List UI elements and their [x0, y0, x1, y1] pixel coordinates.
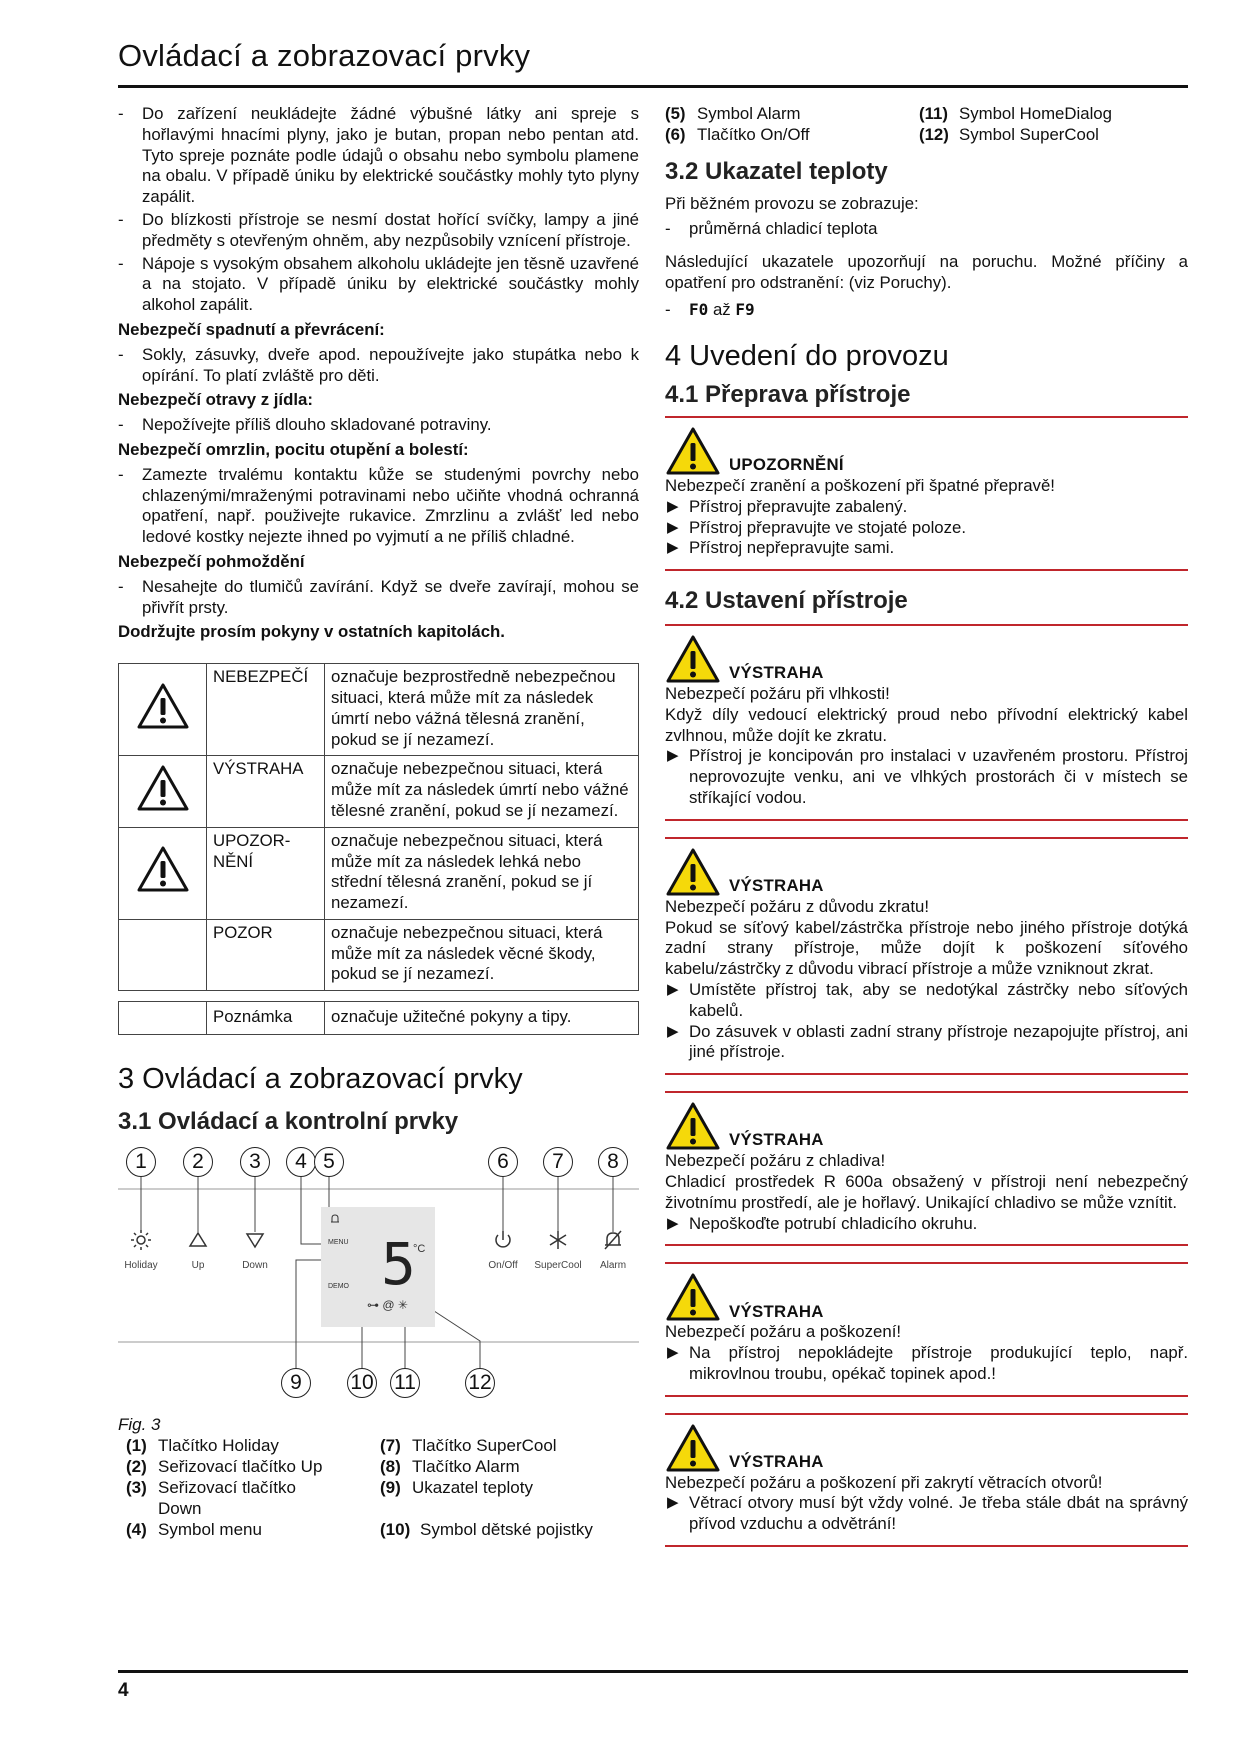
section-3-title: 3 Ovládací a zobrazovací prvky — [118, 1063, 523, 1096]
list-item: ▶ Větrací otvory musí být vždy volné. Je třeba stále dbát na správný přívod vzduchu a odvětrání! — [665, 1493, 1188, 1535]
table-cell-desc: označuje užitečné pokyny a tipy. — [325, 1002, 639, 1035]
list-item: - průměrná chladicí teplota — [665, 219, 1188, 240]
warning-head — [665, 845, 1188, 897]
page-title: Ovládací a zobrazovací prvky — [118, 38, 531, 73]
section-3-2-title: 3.2 Ukazatel teploty — [665, 157, 888, 185]
alarm-button[interactable] — [593, 1229, 633, 1278]
power-icon — [492, 1229, 514, 1251]
warning-text: Chladicí prostředek R 600a obsažený v přístroji není nebezpečný životnímu prostředí, ale je hořlavý. Unikající chladivo se může vznítit. — [665, 1171, 1188, 1212]
list-item: - Do zařízení neukládejte žádné výbušné látky ani spreje s hořlavými hnacími plyny, jako je butan, propan nebo pentan atd. Tyto spreje poznáte podle údajů o obsahu nebo symbolu plamene na obalu. V případě úniku by elektrické součástky mohly tyto plyny zapálit. — [118, 104, 639, 208]
legend-item: (2) Seřizovací tlačítko Up — [126, 1457, 323, 1477]
heading-bruise: Nebezpečí pohmoždění — [118, 551, 305, 571]
button-label: On/Off — [488, 1260, 518, 1272]
follow-note: Dodržujte prosím pokyny v ostatních kapitolách. — [118, 622, 505, 642]
figure-legend — [118, 1435, 639, 1545]
callout-5: 5 — [314, 1147, 344, 1177]
table-cell-icon — [119, 919, 207, 990]
warning-moisture — [665, 624, 1188, 821]
button-label: Down — [242, 1260, 268, 1272]
table-cell-word: NEBEZPEČÍ — [207, 664, 325, 756]
warning-head — [665, 424, 1188, 476]
table-cell-icon — [119, 664, 207, 756]
heading-frost: Nebezpečí omrzlin, pocitu otupění a bolestí: — [118, 439, 469, 459]
warning-triangle-icon — [665, 1101, 721, 1151]
footer-rule — [118, 1670, 1188, 1673]
list-item: - Do blízkosti přístroje se nesmí dostat hořící svíčky, lampy a jiné předměty s otevřeným ohněm, aby nezpůsobily vznícení přístroje. — [118, 210, 639, 252]
warning-short-circuit — [665, 837, 1188, 1075]
warning-heat — [665, 1262, 1188, 1396]
warning-text: Nebezpečí zranění a poškození při špatné přepravě! — [665, 475, 1055, 495]
warning-triangle-icon — [665, 426, 721, 476]
warning-title: VÝSTRAHA — [729, 1301, 824, 1321]
list-item: ▶ Přístroj nepřepravujte sami. — [665, 538, 1188, 559]
warning-title: VÝSTRAHA — [729, 1130, 824, 1150]
legend-item: (10) Symbol dětské pojistky — [380, 1520, 593, 1540]
warning-text: Když díly vedoucí elektrický proud nebo přívodní elektrický kabel zvlhnou, může dojít ke zkratu. — [665, 704, 1188, 745]
display-panel — [321, 1207, 435, 1327]
list-item: - Sokly, zásuvky, dveře apod. nepoužívejte jako stupátka nebo k opírání. To platí zvláště pro děti. — [118, 345, 639, 387]
legend-item: (11) Symbol HomeDialog — [919, 104, 1112, 123]
callout-7: 7 — [543, 1147, 573, 1177]
section-4-1-title: 4.1 Přeprava přístroje — [665, 381, 911, 409]
homedialog-icon: @ — [382, 1297, 395, 1312]
onoff-button[interactable] — [483, 1229, 523, 1278]
table-cell-word: Poznámka — [207, 1002, 325, 1035]
page-number: 4 — [118, 1680, 129, 1701]
warning-text: Nebezpečí požáru při vlhkosti! — [665, 683, 890, 703]
triangle-down-icon — [244, 1229, 266, 1251]
supercool-icon: ✳ — [397, 1297, 408, 1312]
list-item: - Zamezte trvalému kontaktu kůže se studenými povrchy nebo chlazenými/mraženými potravinami nebo učiňte vhodná ochranná opatření, např. použivejte rukavice. Zmrzlinu a zvlášť led nebo ledové kostky nejezte ihned po vyjmutí a ne příliš chladné. — [118, 465, 639, 548]
control-panel-figure — [118, 1147, 639, 1411]
warning-text: Pokud se síťový kabel/zástrčka přístroje nebo jiného přístroje dotýká zadní strany přístroje, může dojít k poškození síťového kabelu/zástrčky z důvodu vibrací přístroje a může vzniknout zkrat. — [665, 917, 1188, 979]
warning-text: Nebezpečí požáru z chladiva! — [665, 1151, 886, 1171]
safety-list — [118, 104, 639, 316]
fault-code-from: F0 — [689, 299, 709, 319]
figure-legend-continued — [665, 104, 1188, 146]
sun-icon — [130, 1229, 152, 1251]
warning-text: Nebezpečí požáru z důvodu zkratu! — [665, 896, 929, 916]
warning-text: Nebezpečí požáru a poškození při zakrytí větracích otvorů! — [665, 1472, 1103, 1492]
callout-11: 11 — [390, 1368, 420, 1398]
list-item: - Nesahejte do tlumičů zavírání. Když se dveře zavírají, mohou se přivřít prsty. — [118, 577, 639, 619]
list-item: - Nápoje s vysokým obsahem alkoholu ukládejte jen těsně uzavřené a na stojato. V případě úniku by elektrické součástky mohly alkohol zapálit. — [118, 254, 639, 316]
warning-transport — [665, 416, 1188, 571]
list-item: ▶ Na přístroj nepokládejte přístroje produkující teplo, např. mikrovlnou troubu, opékač topinek apod.! — [665, 1343, 1188, 1385]
list-item: - Nepožívejte příliš dlouho skladované potraviny. — [118, 415, 639, 436]
callout-8: 8 — [598, 1147, 628, 1177]
fault-text: Následující ukazatele upozorňují na poruchu. Možné příčiny a opatření pro odstranění: (viz Poruchy). — [665, 251, 1188, 292]
table-cell-word — [207, 827, 325, 919]
table-cell-icon — [119, 756, 207, 827]
demo-label: DEMO — [328, 1282, 349, 1290]
warning-triangle-icon — [665, 1272, 721, 1322]
callout-9: 9 — [281, 1368, 311, 1398]
menu-symbol: MENU — [328, 1238, 349, 1246]
callout-3: 3 — [240, 1147, 270, 1177]
table-cell-desc: označuje bezprostředně nebezpečnou situaci, která může mít za následek úmrtí nebo vážná tělesná zranění, pokud se jí nezamezí. — [325, 664, 639, 756]
legend-item: (7) Tlačítko SuperCool — [380, 1436, 557, 1456]
callout-6: 6 — [488, 1147, 518, 1177]
list-item: ▶ Umístěte přístroj tak, aby se nedotýkal zástrčky nebo síťových kabelů. — [665, 980, 1188, 1022]
right-column — [665, 104, 1188, 1547]
list-item: ▶ Přístroj je koncipován pro instalaci v uzavřeném prostoru. Přístroj neprovozujte venku, ani ve vlhkých prostorách či v místech se stříkající vodou. — [665, 746, 1188, 808]
up-button[interactable] — [178, 1229, 218, 1278]
legend-item: (6) Tlačítko On/Off — [665, 124, 810, 144]
signal-word-table — [118, 663, 639, 991]
warning-triangle-icon — [665, 634, 721, 684]
table-row — [119, 919, 639, 990]
table-cell-desc: označuje nebezpečnou situaci, která může mít za následek věcné škody, pokud se jí nezamezí. — [325, 919, 639, 990]
legend-item: (3) Seřizovací tlačítko Down — [126, 1478, 296, 1519]
warning-text: Nebezpečí požáru a poškození! — [665, 1322, 902, 1342]
warning-triangle-icon — [136, 682, 190, 730]
table-cell-desc: označuje nebezpečnou situaci, která může mít za následek úmrtí nebo vážné tělesné zranění, pokud se jí nezamezí. — [325, 756, 639, 827]
page-header — [118, 38, 1188, 88]
bell-off-icon — [602, 1229, 624, 1251]
table-cell-icon — [119, 1002, 207, 1035]
callout-10: 10 — [347, 1368, 377, 1398]
legend-item: (9) Ukazatel teploty — [380, 1478, 533, 1498]
warning-triangle-icon — [136, 764, 190, 812]
note-table — [118, 1001, 639, 1035]
left-column — [118, 104, 639, 1545]
table-row — [119, 827, 639, 919]
button-label: Up — [191, 1260, 205, 1272]
display-intro: Při běžném provozu se zobrazuje: — [665, 194, 919, 214]
list-item: ▶ Přístroj přepravujte ve stojaté poloze. — [665, 518, 1188, 539]
bell-icon — [329, 1213, 341, 1225]
legend-item: (1) Tlačítko Holiday — [126, 1436, 279, 1456]
warning-title: UPOZORNĚNÍ — [729, 455, 844, 475]
list-item: ▶ Nepoškoďte potrubí chladicího okruhu. — [665, 1214, 1188, 1235]
heading-fall: Nebezpečí spadnutí a převrácení: — [118, 319, 385, 339]
table-row — [119, 756, 639, 827]
temperature-unit: °C — [413, 1242, 426, 1255]
callout-1: 1 — [126, 1147, 156, 1177]
fault-codes — [665, 300, 1188, 321]
status-symbols — [367, 1295, 408, 1316]
warning-triangle-icon — [665, 847, 721, 897]
table-cell-word: VÝSTRAHA — [207, 756, 325, 827]
button-label: Alarm — [599, 1260, 627, 1272]
warning-triangle-icon — [136, 845, 190, 893]
warning-ventilation — [665, 1413, 1188, 1547]
list-item: ▶ Do zásuvek v oblasti zadní strany přístroje nezapojujte přístroj, ani jiné přístroje. — [665, 1022, 1188, 1064]
callout-4: 4 — [286, 1147, 316, 1177]
callout-2: 2 — [183, 1147, 213, 1177]
warning-head — [665, 1270, 1188, 1322]
snowflake-icon — [547, 1229, 569, 1251]
table-cell-desc: označuje nebezpečnou situaci, která může mít za následek lehká nebo střední tělesná zranění, pokud se jí nezamezí. — [325, 827, 639, 919]
warning-title: VÝSTRAHA — [729, 1451, 824, 1471]
warning-head — [665, 1099, 1188, 1151]
heading-poison: Nebezpečí otravy z jídla: — [118, 390, 313, 410]
table-row — [119, 1002, 639, 1035]
key-icon: ⊶ — [367, 1297, 379, 1312]
button-label: Holiday — [124, 1260, 158, 1272]
supercool-button[interactable] — [530, 1229, 586, 1278]
fault-code-mid: až — [712, 299, 731, 319]
signal-word-caution: UPOZOR-NĚNÍ — [213, 830, 291, 871]
table-cell-word: POZOR — [207, 919, 325, 990]
holiday-button[interactable] — [121, 1229, 161, 1278]
warning-title: VÝSTRAHA — [729, 875, 824, 895]
warning-title: VÝSTRAHA — [729, 663, 824, 683]
warning-triangle-icon — [665, 1423, 721, 1473]
temperature-digit: 5 — [381, 1229, 416, 1298]
section-4-2-title: 4.2 Ustavení přístroje — [665, 587, 908, 615]
fault-code-to: F9 — [735, 299, 755, 319]
list-item: ▶ Přístroj přepravujte zabalený. — [665, 497, 1188, 518]
down-button[interactable] — [235, 1229, 275, 1278]
table-row — [119, 664, 639, 756]
legend-item: (5) Symbol Alarm — [665, 104, 801, 123]
warning-refrigerant — [665, 1091, 1188, 1246]
triangle-up-icon — [187, 1229, 209, 1251]
figure-caption: Fig. 3 — [118, 1414, 161, 1434]
legend-item: (8) Tlačítko Alarm — [380, 1457, 520, 1477]
section-4-title: 4 Uvedení do provozu — [665, 340, 949, 373]
warning-head — [665, 1421, 1188, 1473]
legend-item: (4) Symbol menu — [126, 1520, 262, 1540]
section-3-1-title: 3.1 Ovládací a kontrolní prvky — [118, 1107, 459, 1135]
button-label: SuperCool — [534, 1260, 582, 1272]
callout-12: 12 — [465, 1368, 495, 1398]
warning-head — [665, 632, 1188, 684]
legend-item: (12) Symbol SuperCool — [919, 124, 1099, 144]
table-cell-icon — [119, 827, 207, 919]
